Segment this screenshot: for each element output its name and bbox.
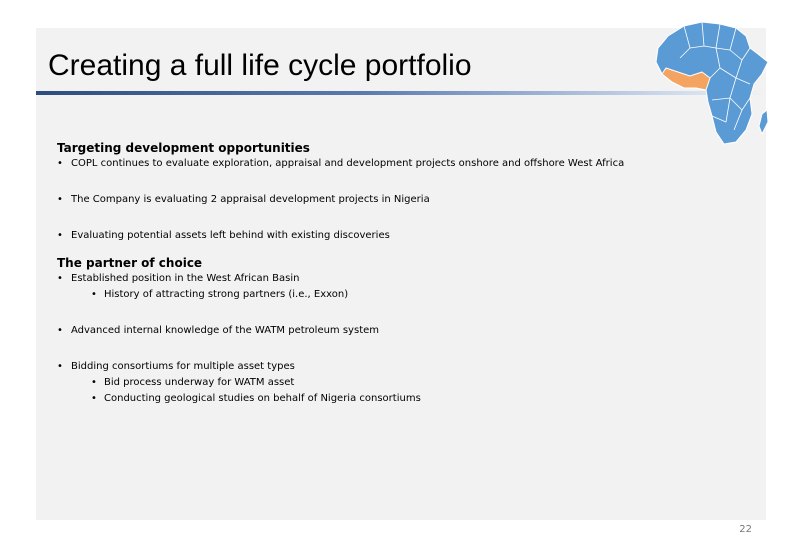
spacer <box>57 208 697 228</box>
section-heading: Targeting development opportunities <box>57 141 310 155</box>
bullet-item: • Bidding consortiums for multiple asset types <box>57 359 697 375</box>
madagascar <box>759 110 768 134</box>
slide-content <box>57 140 697 407</box>
bullet-item: • Established position in the West African Basin <box>57 271 697 287</box>
africa-map-icon <box>650 18 772 146</box>
bullet-item: • The Company is evaluating 2 appraisal development projects in Nigeria <box>57 192 697 208</box>
sub-bullet-item: • Conducting geological studies on behalf of Nigeria consortiums <box>57 391 697 407</box>
spacer <box>57 172 697 192</box>
spacer <box>57 303 697 323</box>
slide-title: Creating a full life cycle portfolio <box>48 49 472 82</box>
bullet-item: • Advanced internal knowledge of the WATM petroleum system <box>57 323 697 339</box>
bullet-item: • COPL continues to evaluate exploration, appraisal and development projects onshore and offshore West Africa <box>57 156 697 172</box>
section-heading: The partner of choice <box>57 256 203 270</box>
bullet-item: • Evaluating potential assets left behind with existing discoveries <box>57 228 697 244</box>
sub-bullet-item: • Bid process underway for WATM asset <box>57 375 697 391</box>
spacer <box>57 339 697 359</box>
page-number: 22 <box>739 524 752 535</box>
sub-bullet-item: • History of attracting strong partners (i.e., Exxon) <box>57 287 697 303</box>
spacer <box>57 244 697 251</box>
africa-map-body <box>656 22 768 144</box>
